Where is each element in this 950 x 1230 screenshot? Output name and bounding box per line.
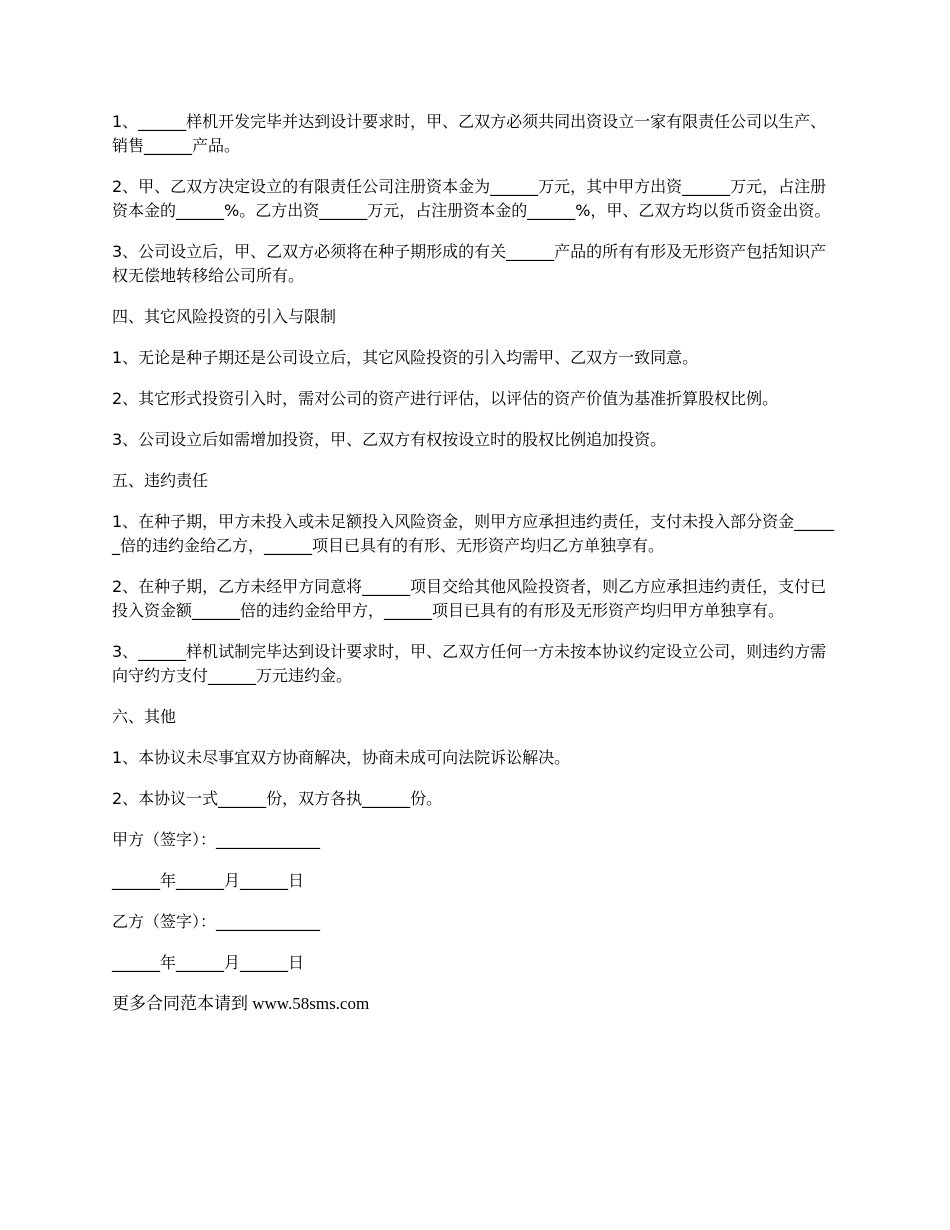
- section5-heading: 五、违约责任: [112, 471, 209, 490]
- party-b-signature: 乙方（签字）：_____________: [112, 912, 321, 931]
- section4-item-1: 1、无论是种子期还是公司设立后，其它风险投资的引入均需甲、乙双方一致同意。: [112, 348, 699, 367]
- section6-item-1: 1、本协议未尽事宜双方协商解决，协商未成可向法院诉讼解决。: [112, 748, 571, 767]
- section5-item-2: 2、在种子期，乙方未经甲方同意将______项目交给其他风险投资者，则乙方应承担违约责任，支付已投入资金额______倍的违约金给甲方，______项目已具有的有形及无形资产均归甲方单独享有。: [112, 577, 827, 620]
- section4-item-3: 3、公司设立后如需增加投资，甲、乙双方有权按设立时的股权比例追加投资。: [112, 430, 667, 449]
- footer-more-link: 更多合同范本请到 www.58sms.com: [112, 994, 370, 1013]
- document-page: [112, 110, 842, 1016]
- section3-item-3: 3、公司设立后，甲、乙双方必须将在种子期形成的有关______产品的所有有形及无形资产包括知识产权无偿地转移给公司所有。: [112, 242, 827, 285]
- section6-item-2: 2、本协议一式______份，双方各执______份。: [112, 789, 443, 808]
- section3-item-1: 1、______样机开发完毕并达到设计要求时，甲、乙双方必须共同出资设立一家有限责任公司以生产、销售______产品。: [112, 112, 827, 155]
- section6-heading: 六、其他: [112, 707, 177, 726]
- party-a-signature: 甲方（签字）：_____________: [112, 830, 321, 849]
- section4-heading: 四、其它风险投资的引入与限制: [112, 307, 337, 326]
- section3-item-2: 2、甲、乙双方决定设立的有限责任公司注册资本金为______万元，其中甲方出资______万元，占注册资本金的______%。乙方出资______万元，占注册资本金的______%，甲、乙双方均以货币资金出资。: [112, 177, 831, 220]
- section4-item-2: 2、其它形式投资引入时，需对公司的资产进行评估，以评估的资产价值为基准折算股权比例。: [112, 389, 779, 408]
- party-a-date: ______年______月______日: [112, 871, 305, 890]
- section5-item-3: 3、______样机试制完毕达到设计要求时，甲、乙双方任何一方未按本协议约定设立公司，则违约方需向守约方支付______万元违约金。: [112, 642, 827, 685]
- party-b-date: ______年______月______日: [112, 953, 305, 972]
- section5-item-1: 1、在种子期，甲方未投入或未足额投入风险资金，则甲方应承担违约责任，支付未投入部分资金______倍的违约金给乙方，______项目已具有的有形、无形资产均归乙方单独享有。: [112, 512, 835, 555]
